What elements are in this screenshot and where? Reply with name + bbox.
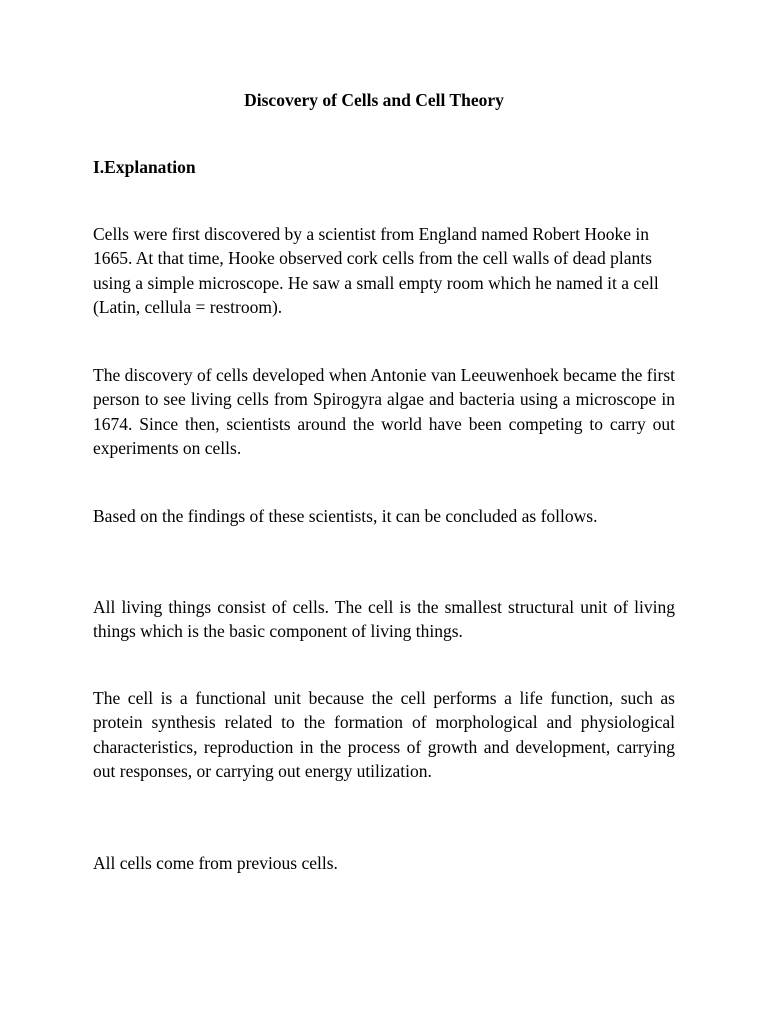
paragraph-hooke-discovery: Cells were first discovered by a scientist from England named Robert Hooke in 1665. At that time, Hooke observed cork cells from the cell walls of dead plants using a simple microscope. He saw a small empty room which he named it a cell (Latin, cellula = restroom).: [93, 224, 659, 317]
paragraph-leeuwenhoek: The discovery of cells developed when Antonie van Leeuwenhoek became the first person to see living cells from Spirogyra algae and bacteria using a microscope in 1674. Since then, scientists around the world have been competing to carry out experiments on cells.: [93, 365, 675, 458]
paragraph-functional-unit: The cell is a functional unit because the cell performs a life function, such as protein synthesis related to the formation of morphological and physiological characteristics, reproduction in the process of growth and development, carrying out responses, or carrying out energy utilization.: [93, 688, 675, 781]
paragraph-cell-origin: All cells come from previous cells.: [93, 853, 338, 873]
paragraph-conclusion-intro: Based on the findings of these scientists, it can be concluded as follows.: [93, 506, 598, 526]
document-title: Discovery of Cells and Cell Theory: [244, 90, 504, 110]
paragraph-structural-unit: All living things consist of cells. The cell is the smallest structural unit of living things which is the basic component of living things.: [93, 597, 675, 642]
section-heading: I.Explanation: [93, 157, 196, 177]
